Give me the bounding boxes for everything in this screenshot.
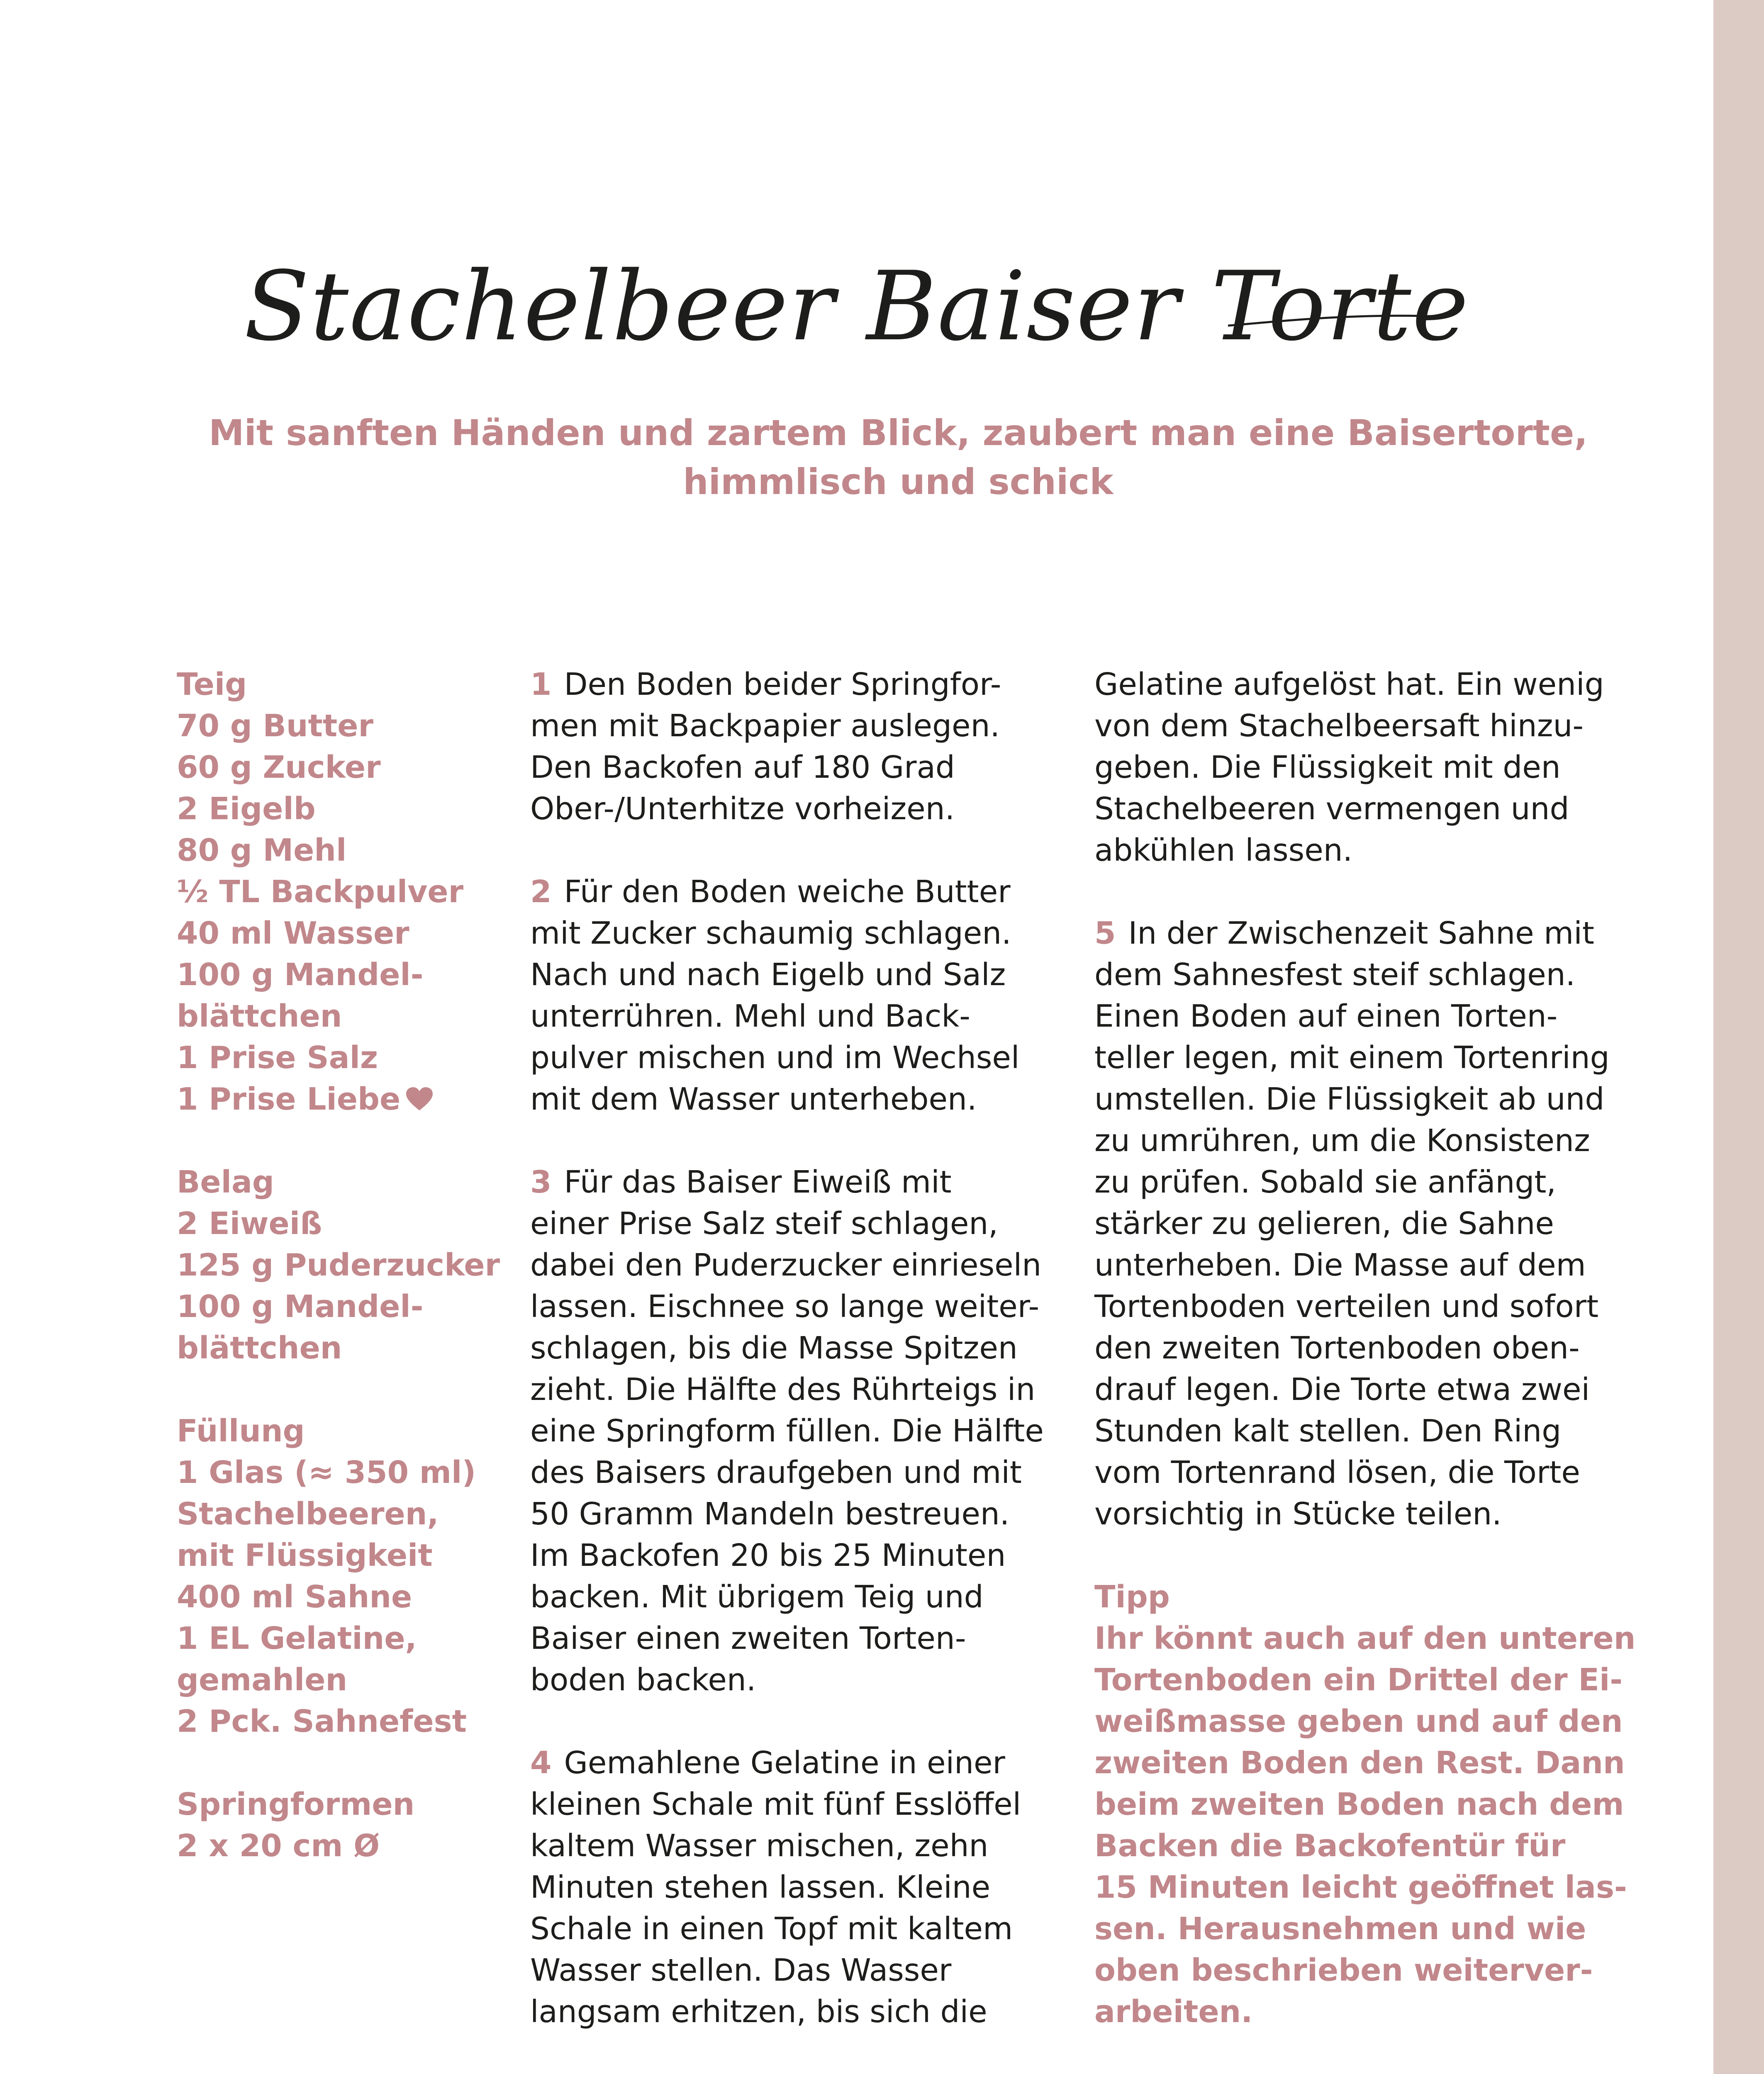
step-number: 1 (530, 667, 552, 702)
tip-text: arbeiten. (1094, 1994, 1253, 2030)
step-text: kleinen Schale mit fünf Esslöffel (530, 1787, 1021, 1822)
title-block (0, 245, 1713, 377)
step-number: 4 (530, 1745, 552, 1781)
ingredient-item: ½ TL Backpulver (177, 874, 464, 910)
step-text: Stachelbeeren vermengen und (1094, 791, 1569, 827)
ingredient-item: 2 x 20 cm Ø (177, 1828, 380, 1864)
step-number: 3 (530, 1164, 552, 1200)
step-text: Für das Baiser Eiweiß mit (564, 1164, 952, 1200)
heart-icon (406, 1087, 433, 1111)
step-text: Minuten stehen lassen. Kleine (530, 1870, 991, 1905)
ingredient-item: 100 g Mandel- (177, 1289, 424, 1324)
ingredient-item: 1 Glas (≈ 350 ml) (177, 1455, 476, 1490)
section-heading-springformen: Springformen (177, 1787, 415, 1822)
step-text: Im Backofen 20 bis 25 Minuten (530, 1538, 1006, 1573)
step-text: Schale in einen Topf mit kaltem (530, 1911, 1013, 1947)
step-text: lassen. Eischnee so lange weiter- (530, 1289, 1040, 1324)
step-text: Stunden kalt stellen. Den Ring (1094, 1413, 1562, 1449)
tip-text: oben beschrieben weiterver- (1094, 1952, 1593, 1988)
side-color-band (1713, 0, 1764, 2074)
step-text: abkühlen lassen. (1094, 833, 1353, 868)
step-text: Den Backofen auf 180 Grad (530, 750, 955, 785)
step-text: drauf legen. Die Torte etwa zwei (1094, 1372, 1590, 1407)
tip-text: Ihr könnt auch auf den unteren (1094, 1621, 1636, 1656)
ingredient-item: 40 ml Wasser (177, 915, 409, 951)
step-text: Baiser einen zweiten Torten- (530, 1621, 966, 1656)
step-text: boden backen. (530, 1662, 756, 1698)
ingredient-item: 100 g Mandel- (177, 957, 424, 993)
step-text: Wasser stellen. Das Wasser (530, 1952, 952, 1988)
ingredient-item-liebe (177, 1078, 517, 1120)
step-5-line (1094, 913, 1692, 954)
section-heading-fuellung: Füllung (177, 1413, 305, 1449)
ingredient-item: mit Flüssigkeit (177, 1538, 433, 1573)
ingredient-item-text: 1 Prise Liebe (177, 1081, 401, 1117)
tip-text: Tortenboden ein Drittel der Ei- (1094, 1662, 1623, 1698)
step-text: Ober-/Unterhitze vorheizen. (530, 791, 955, 827)
step-text: Nach und nach Eigelb und Salz (530, 957, 1006, 993)
step-number: 5 (1094, 915, 1116, 951)
steps-column-2 (1094, 664, 1692, 2033)
step-text: Gemahlene Gelatine in einer (564, 1745, 1005, 1781)
tip-text: beim zweiten Boden nach dem (1094, 1787, 1624, 1822)
step-text: Den Boden beider Springfor- (564, 667, 1001, 702)
ingredient-item: 1 EL Gelatine, (177, 1621, 417, 1656)
tip-text: sen. Herausnehmen und wie (1094, 1911, 1586, 1947)
ingredient-item: blättchen (177, 1330, 342, 1366)
step-text: zieht. Die Hälfte des Rührteigs in (530, 1372, 1035, 1407)
step-text: zu umrühren, um die Konsistenz (1094, 1123, 1590, 1159)
step-text: backen. Mit übrigem Teig und (530, 1579, 984, 1615)
ingredient-item: 80 g Mehl (177, 833, 347, 868)
step-text: men mit Backpapier auslegen. (530, 708, 1000, 744)
ingredient-item: 70 g Butter (177, 708, 373, 744)
ingredient-item: 400 ml Sahne (177, 1579, 412, 1615)
step-text: dem Sahnesfest steif schlagen. (1094, 957, 1576, 993)
tip-text: 15 Minuten leicht geöffnet las- (1094, 1870, 1627, 1905)
step-text: den zweiten Tortenboden oben- (1094, 1330, 1580, 1366)
step-text: vom Tortenrand lösen, die Torte (1094, 1455, 1580, 1490)
ingredients-column (177, 664, 517, 1867)
step-number: 2 (530, 874, 552, 910)
tip-text: weißmasse geben und auf den (1094, 1704, 1623, 1739)
step-text: Für den Boden weiche Butter (564, 874, 1011, 910)
step-text: des Baisers draufgeben und mit (530, 1455, 1022, 1490)
step-text: unterrühren. Mehl und Back- (530, 998, 970, 1034)
step-text: unterheben. Die Masse auf dem (1094, 1247, 1586, 1283)
step-text: langsam erhitzen, bis sich die (530, 1994, 987, 2030)
step-text: Einen Boden auf einen Torten- (1094, 998, 1558, 1034)
step-text: Gelatine aufgelöst hat. Ein wenig (1094, 667, 1604, 702)
step-text: In der Zwischenzeit Sahne mit (1128, 915, 1594, 951)
step-text: Tortenboden verteilen und sofort (1094, 1289, 1599, 1324)
step-text: vorsichtig in Stücke teilen. (1094, 1496, 1502, 1532)
steps-column-1 (530, 664, 1070, 2033)
step-text: 50 Gramm Mandeln bestreuen. (530, 1496, 1010, 1532)
step-text: von dem Stachelbeersaft hinzu- (1094, 708, 1584, 744)
step-text: mit dem Wasser unterheben. (530, 1081, 977, 1117)
step-text: stärker zu gelieren, die Sahne (1094, 1206, 1554, 1241)
ingredient-item: Stachelbeeren, (177, 1496, 439, 1532)
ingredient-item: 2 Eiweiß (177, 1206, 322, 1241)
ingredient-item: 125 g Puderzucker (177, 1247, 500, 1283)
step-text: mit Zucker schaumig schlagen. (530, 915, 1011, 951)
step-text: umstellen. Die Flüssigkeit ab und (1094, 1081, 1605, 1117)
subtitle-line: Mit sanften Händen und zartem Blick, zaubert man eine Baisertorte, (208, 412, 1588, 454)
ingredient-item: blättchen (177, 998, 342, 1034)
ingredient-item: 2 Pck. Sahnefest (177, 1704, 467, 1739)
ingredient-item: 60 g Zucker (177, 750, 381, 785)
title-flourish (1228, 309, 1444, 334)
step-2-line (530, 871, 1070, 913)
tip-heading: Tipp (1094, 1579, 1170, 1615)
step-text: teller legen, mit einem Tortenring (1094, 1040, 1610, 1076)
page-title: Stachelbeer Baiser Torte (244, 251, 1469, 362)
step-text: geben. Die Flüssigkeit mit den (1094, 750, 1561, 785)
subtitle-line: himmlisch und schick (683, 461, 1113, 503)
step-text: kaltem Wasser mischen, zehn (530, 1828, 989, 1864)
step-text: dabei den Puderzucker einrieseln (530, 1247, 1042, 1283)
step-4-line (530, 1742, 1070, 1784)
step-1-line (530, 664, 1070, 705)
step-text: einer Prise Salz steif schlagen, (530, 1206, 998, 1241)
section-heading-teig: Teig (177, 667, 247, 702)
tip-text: Backen die Backofentür für (1094, 1828, 1566, 1864)
step-3-line (530, 1161, 1070, 1203)
subtitle (124, 409, 1672, 506)
step-text: schlagen, bis die Masse Spitzen (530, 1330, 1018, 1366)
step-text: pulver mischen und im Wechsel (530, 1040, 1020, 1076)
tip-text: zweiten Boden den Rest. Dann (1094, 1745, 1625, 1781)
section-heading-belag: Belag (177, 1164, 274, 1200)
ingredient-item: gemahlen (177, 1662, 348, 1698)
step-text: zu prüfen. Sobald sie anfängt, (1094, 1164, 1556, 1200)
ingredient-item: 1 Prise Salz (177, 1040, 378, 1076)
ingredient-item: 2 Eigelb (177, 791, 316, 827)
step-text: eine Springform füllen. Die Hälfte (530, 1413, 1044, 1449)
